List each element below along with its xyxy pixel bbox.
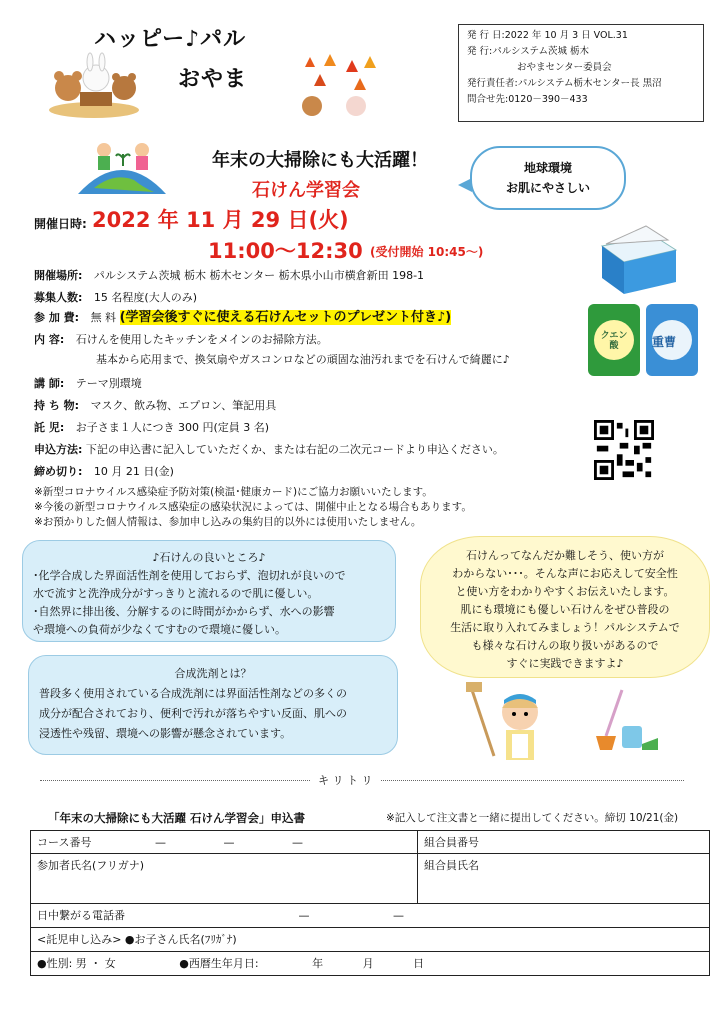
month-label: 月 <box>362 957 374 970</box>
childcare-row <box>34 420 269 436</box>
participant-name-field[interactable] <box>31 854 418 904</box>
content-row <box>34 332 328 348</box>
message-line: 生活に取り入れてみましょう！パルシステムで <box>450 621 680 634</box>
merits-line: 水で流すと洗浄成分がすっきりと流れるので肌に優しい。 <box>33 587 319 600</box>
pub-committee: おやまセンター委員会 <box>517 62 612 73</box>
publication-info <box>458 24 704 122</box>
citric-acid-label: クエン酸 <box>600 331 628 351</box>
capacity-label: 募集人数: <box>34 291 83 304</box>
baking-soda-label: 重曹 <box>652 335 677 349</box>
location-label: 開催場所: <box>34 269 83 282</box>
message-line: も様々な石けんの取り扱いがあるので <box>471 639 659 652</box>
animals-illustration <box>44 50 144 120</box>
pub-publisher: 発 行:パルシステム茨城 栃木 <box>467 46 590 57</box>
pub-date: 発 行 日:2022 年 10 月 3 日 VOL.31 <box>467 30 628 41</box>
eco-speech-bubble <box>470 146 626 210</box>
message-line: すぐに実践できますよ♪ <box>506 657 624 670</box>
gender-birth-field[interactable] <box>31 952 710 976</box>
content-line1: 石けんを使用したキッチンをメインのお掃除方法。 <box>75 333 328 346</box>
gender-label: ●性別: 男 ・ 女 <box>37 957 116 970</box>
message-line: と使い方をわかりやすくお伝えいたします。 <box>455 585 675 598</box>
capacity-row <box>34 290 197 306</box>
member-number-label: 組合員番号 <box>424 836 479 849</box>
pub-responsible: 発行責任者:パルシステム栃木センター長 黒沼 <box>467 78 662 89</box>
capacity-value: 15 名程度(大人のみ) <box>93 291 197 304</box>
message-bubble <box>420 536 710 678</box>
fee-label: 参 加 費: <box>34 311 80 324</box>
content-line2: 基本から応用まで、換気扇やガスコンロなどの頑固な油汚れまでを石けんで綺麗に♪ <box>96 353 510 366</box>
apply-row <box>34 442 504 458</box>
broom-bucket-icon <box>592 688 662 754</box>
location-row <box>34 268 424 284</box>
event-title-line2: 石けん学習会 <box>252 180 360 201</box>
location-value: パルシステム茨城 栃木 栃木センター 栃木県小山市横倉新田 198-1 <box>93 269 425 282</box>
childcare-form-label: <託児申し込み> ●お子さん氏名(ﾌﾘｶﾞﾅ) <box>37 933 237 946</box>
participant-name-label: 参加者氏名(フリガナ) <box>37 859 145 872</box>
dash: — <box>298 909 310 922</box>
note-2: ※今後の新型コロナウイルス感染症の感染状況によっては、開催中止となる場合もあります。 <box>34 501 472 513</box>
items-row <box>34 398 276 414</box>
content-label: 内 容: <box>34 333 65 346</box>
merits-title: ♪石けんの良いところ♪ <box>152 551 266 564</box>
globe-kids-illustration <box>74 136 170 196</box>
dash: — <box>223 836 235 849</box>
lecturer-value: テーマ別環境 <box>75 377 142 390</box>
cleaning-girl-illustration <box>464 682 558 762</box>
logo-line2: おやま <box>178 67 248 92</box>
application-form <box>30 830 710 976</box>
note-3: ※お預かりした個人情報は、参加申し込みの集約目的以外には使用いたしません。 <box>34 516 422 528</box>
merits-line: ･化学合成した界面活性剤を使用しておらず、泡切れが良いので <box>33 569 346 582</box>
dash: — <box>154 836 166 849</box>
message-line: わからない･･･。そんな声にお応えして安全性 <box>452 567 678 580</box>
date-label: 開催日時: <box>34 217 87 231</box>
course-number-field[interactable] <box>31 831 418 854</box>
merits-line: や環境への負荷が少なくてすむので環境に優しい。 <box>33 623 286 636</box>
phone-field[interactable] <box>31 904 710 928</box>
logo-line1: ハッピー♪パル <box>94 27 247 52</box>
member-number-field[interactable] <box>418 831 710 854</box>
items-label: 持 ち 物: <box>34 399 80 412</box>
apply-label: 申込方法: <box>34 443 83 456</box>
qr-code[interactable] <box>594 420 654 480</box>
deadline-label: 締め切り: <box>34 465 83 478</box>
event-time: 11:00～12:30 <box>208 239 363 263</box>
lecturer-row <box>34 376 142 392</box>
synthetic-line: 成分が配合されており、便利で汚れが落ちやすい反面、肌への <box>39 707 347 720</box>
cut-line-label: キ リ ト リ <box>310 772 381 788</box>
dash: — <box>291 836 303 849</box>
phone-label: 日中繋がる電話番 <box>37 909 125 922</box>
year-label: 年 <box>312 957 324 970</box>
event-title-line1: 年末の大掃除にも大活躍！ <box>212 150 428 171</box>
synthetic-line: 浸透性や残留、環境への影響が懸念されています。 <box>39 727 292 740</box>
soap-powder-box-icon <box>596 222 680 296</box>
deadline-value: 10 月 21 日(金) <box>93 465 174 478</box>
items-value: マスク、飲み物、エプロン、筆記用具 <box>90 399 277 412</box>
merits-line: ･自然界に排出後、分解するのに時間がかからず、水への影響 <box>33 605 335 618</box>
soap-merits-panel <box>22 540 396 642</box>
deadline-row <box>34 464 174 480</box>
speech-line2: お肌にやさしい <box>505 181 590 195</box>
event-time-note: (受付開始 10:45～) <box>370 245 484 259</box>
speech-line1: 地球環境 <box>523 161 572 175</box>
lecturer-label: 講 師: <box>34 377 65 390</box>
note-1: ※新型コロナウイルス感染症予防対策(検温･健康カード)にご協力お願いいたします。 <box>34 486 433 498</box>
autumn-leaves-illustration <box>290 52 386 122</box>
childcare-field[interactable] <box>31 928 710 952</box>
dash: — <box>393 909 404 922</box>
fee-row <box>34 310 451 326</box>
form-title: 「年末の大掃除にも大活躍 石けん学習会」申込書 <box>48 811 306 825</box>
synthetic-line: 普段多く使用されている合成洗剤には界面活性剤などの多くの <box>39 687 347 700</box>
childcare-label: 託 児: <box>34 421 65 434</box>
day-label: 日 <box>413 957 425 970</box>
pub-contact: 問合せ先:0120－390－433 <box>467 94 588 105</box>
member-name-field[interactable] <box>418 854 710 904</box>
fee-highlight: (学習会後すぐに使える石けんセットのプレゼント付き♪) <box>119 310 452 325</box>
message-line: 肌にも環境にも優しい石けんをぜひ普段の <box>460 603 670 616</box>
synthetic-detergent-panel <box>28 655 398 755</box>
course-number-label: コース番号 <box>37 836 92 849</box>
apply-value: 下記の申込書に記入していただくか、または右記の二次元コードより申込ください。 <box>85 443 504 456</box>
member-name-label: 組合員氏名 <box>424 859 479 872</box>
message-line: 石けんってなんだか難しそう、使い方が <box>466 549 664 562</box>
birth-label: ●西暦生年月日: <box>179 957 259 970</box>
childcare-value: お子さま１人につき 300 円(定員 3 名) <box>75 421 270 434</box>
synthetic-title: 合成洗剤とは？ <box>174 667 252 680</box>
form-note: ※記入して注文書と一緒に提出してください。締切 10/21(金) <box>386 812 679 824</box>
fee-value: 無 料 <box>90 311 117 324</box>
event-date: 2022 年 11 月 29 日(火) <box>92 208 349 232</box>
